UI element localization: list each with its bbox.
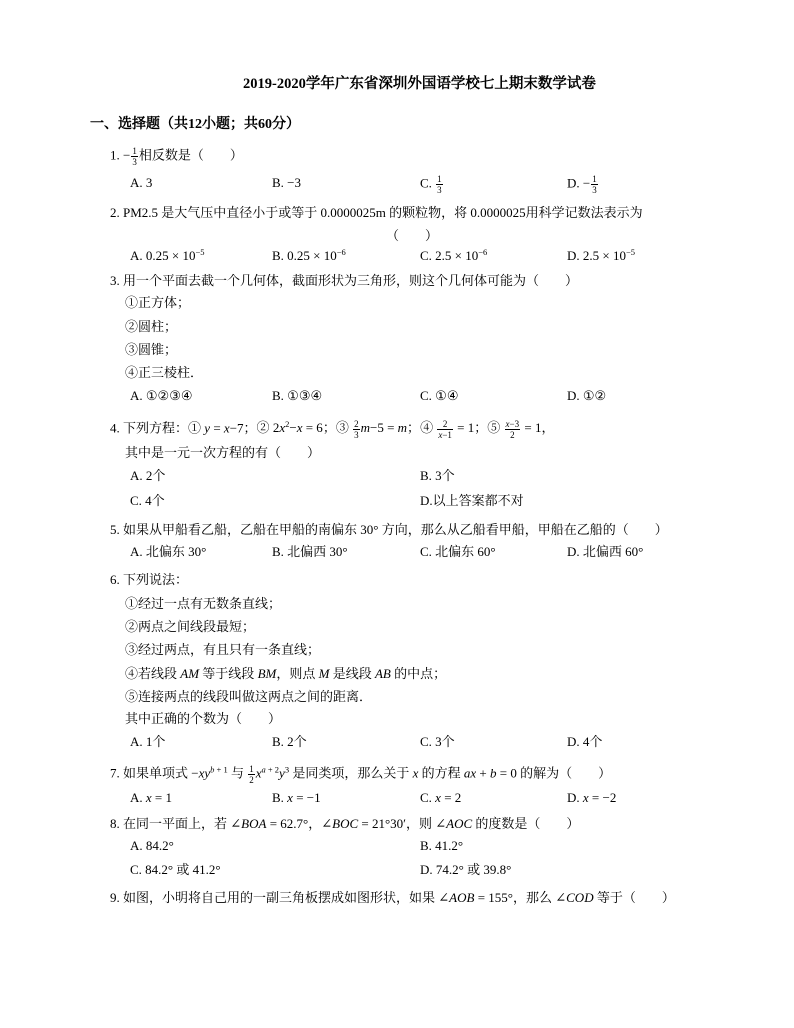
section-heading: 一、选择题（共12小题；共60分） <box>90 117 300 132</box>
question-number: 5. <box>110 522 120 537</box>
question-2-option-a <box>130 248 205 264</box>
math-variable: AM <box>180 666 200 681</box>
equation-3 <box>335 419 421 440</box>
equation-1 <box>188 420 257 435</box>
fraction-numerator: 2 <box>437 419 453 430</box>
fraction-denominator <box>437 430 453 440</box>
angle-symbol: ∠ <box>321 816 333 831</box>
question-5-option-b <box>272 544 348 560</box>
math-variable: x <box>582 790 589 805</box>
circled-number: ③ <box>335 420 349 436</box>
question-number: 1. <box>110 147 120 163</box>
question-6-option-c <box>420 734 455 750</box>
question-3 <box>110 273 578 289</box>
math-variable: M <box>318 666 330 681</box>
question-5-option-c <box>420 544 496 560</box>
option-label: B. <box>272 734 284 749</box>
question-text: 在同一平面上，若 <box>123 816 231 831</box>
question-4-option-c <box>130 493 165 509</box>
question-1-option-b <box>272 175 301 191</box>
list-item <box>125 666 446 682</box>
question-2-option-d <box>567 248 635 264</box>
math-variable: x <box>287 790 293 805</box>
math-variable: a <box>261 764 266 775</box>
list-item: ②两点之间线段最短； <box>125 619 256 634</box>
option-value: = −1 <box>292 790 321 805</box>
option-value: 2个 <box>287 734 307 749</box>
question-text: 用一个平面去截一个几何体，截面形状为三角形，则这个几何体可能为（ ） <box>123 273 579 288</box>
math-text: + 1 <box>214 764 228 775</box>
angle-symbol: ∠ <box>435 816 447 831</box>
math-variable: ax <box>463 765 477 781</box>
option-label: C. <box>420 790 432 805</box>
separator: ； <box>474 420 488 436</box>
question-text: 下列说法： <box>123 572 189 587</box>
fraction-numerator: 1 <box>132 146 137 156</box>
question-6 <box>110 572 188 588</box>
option-value: = −2 <box>588 790 617 805</box>
math-variable: x <box>438 430 443 440</box>
question-6-option-d <box>567 734 602 750</box>
math-text: 2 <box>272 420 280 436</box>
question-number: 9. <box>110 890 120 905</box>
separator: ； <box>243 420 257 436</box>
option-label: D. <box>420 862 433 877</box>
exponent: −6 <box>478 247 488 257</box>
question-number: 2. <box>110 205 120 220</box>
option-label: C. <box>420 544 432 559</box>
question-1-option-d <box>567 174 599 195</box>
angle-symbol: ∠ <box>555 890 567 905</box>
list-item: ②圆柱； <box>125 319 178 334</box>
question-5 <box>110 522 668 538</box>
question-number: 8. <box>110 816 120 831</box>
option-value: 3个 <box>435 468 455 483</box>
option-label: D. <box>567 734 580 749</box>
question-number: 3. <box>110 273 120 288</box>
exponent: 2 <box>285 419 290 430</box>
option-value: 0.25 × 10 <box>145 248 196 263</box>
math-variable: x <box>505 419 510 429</box>
exponent: −5 <box>195 247 205 257</box>
question-text: 如果从甲船看乙船，乙船在甲船的南偏东 30° 方向，那么从乙船看甲船，甲船在乙船的（ ） <box>123 522 668 537</box>
question-6-option-a <box>130 734 165 750</box>
circled-number: ④ <box>420 420 434 436</box>
option-value: = 2 <box>440 790 462 805</box>
math-variable: BOC <box>332 816 359 831</box>
question-number: 6. <box>110 572 120 587</box>
question-8-option-d <box>420 862 511 878</box>
question-4 <box>110 419 554 440</box>
question-7-option-b <box>272 790 321 806</box>
fraction <box>591 174 598 195</box>
option-label: A. <box>130 790 143 805</box>
fraction <box>131 146 138 167</box>
math-variable: x <box>296 420 303 436</box>
math-variable: y <box>279 765 285 781</box>
fraction-numerator: 2 <box>354 419 359 429</box>
list-item: ①经过一点有无数条直线； <box>125 596 282 611</box>
question-text: PM2.5 是大气压中直径小于或等于 0.0000025m 的颗粒物，将 0.0000025用科学记数法表示为 <box>123 205 643 220</box>
option-value: 北偏西 30° <box>287 544 348 559</box>
option-label: B. <box>272 388 284 403</box>
fraction-denominator: 2 <box>249 775 254 785</box>
question-text: 与 <box>227 765 248 781</box>
math-variable: y <box>204 420 211 436</box>
option-value: 以上答案都不对 <box>432 493 524 508</box>
option-value: 0.25 × 10 <box>287 248 337 263</box>
fraction <box>437 419 453 440</box>
fraction <box>353 419 360 440</box>
exponent: 3 <box>284 764 290 775</box>
option-label: A. <box>130 838 143 853</box>
option-value: 74.2° 或 39.8° <box>435 862 512 877</box>
option-label: C. <box>420 388 432 403</box>
option-value: 84.2° <box>145 838 174 853</box>
exponent <box>210 764 228 774</box>
question-4-option-d <box>420 493 524 509</box>
fraction-numerator: 1 <box>249 764 254 774</box>
question-text: 相反数是（ ） <box>138 147 243 163</box>
circled-number: ② <box>256 420 270 436</box>
math-variable: AOB <box>449 890 475 905</box>
list-item: ⑤连接两点的线段叫做这两点之间的距离． <box>125 689 373 704</box>
option-value: 2.5 × 10 <box>435 248 479 263</box>
list-item: ③经过两点，有且只有一条直线； <box>125 642 321 657</box>
fraction <box>436 174 443 195</box>
math-variable: x <box>223 420 230 436</box>
question-number: 7. <box>110 765 120 781</box>
math-variable: BOA <box>241 816 267 831</box>
item-text: 等于线段 <box>199 666 258 681</box>
question-6-option-b <box>272 734 307 750</box>
math-text: = 0 <box>496 765 517 781</box>
fraction <box>248 764 255 785</box>
question-7-option-d <box>567 790 616 806</box>
question-2-option-c <box>420 248 487 264</box>
option-value: ①②③④ <box>145 388 193 403</box>
math-text: = 6 <box>302 420 323 436</box>
option-label: A. <box>130 388 143 403</box>
answer-blank: （ ） <box>386 228 439 243</box>
option-label: C. <box>130 493 142 508</box>
question-text: 的解为（ ） <box>516 765 612 781</box>
math-variable: b <box>210 764 215 775</box>
question-4-option-b <box>420 468 455 484</box>
separator: ； <box>407 420 421 436</box>
question-2 <box>110 205 643 221</box>
question-1 <box>110 146 243 167</box>
math-text: = <box>210 420 224 436</box>
option-label: D. <box>567 175 580 191</box>
equation-2 <box>257 420 336 435</box>
option-label: C. <box>130 862 142 877</box>
question-1-option-a <box>130 175 152 191</box>
option-value: 北偏东 60° <box>435 544 496 559</box>
question-3-option-b <box>272 388 322 404</box>
math-text: −1 <box>442 430 452 440</box>
option-label: A. <box>130 468 143 483</box>
math-text: + 2 <box>265 764 280 775</box>
question-4-option-a <box>130 468 165 484</box>
fraction-numerator: 1 <box>437 174 442 184</box>
math-variable: x <box>412 765 419 781</box>
question-2-option-b <box>272 248 346 264</box>
option-label: A. <box>130 734 143 749</box>
option-label: A. <box>130 175 143 190</box>
exponent: −6 <box>336 247 346 257</box>
math-text: = 21°30′，则 <box>358 816 436 831</box>
option-label: A. <box>130 248 143 263</box>
option-label: C. <box>420 175 432 191</box>
math-variable: AB <box>374 666 391 681</box>
option-value: 2个 <box>145 468 166 483</box>
math-variable: BM <box>257 666 277 681</box>
fraction-numerator <box>505 419 521 430</box>
question-5-option-a <box>130 544 206 560</box>
option-label: D. <box>420 493 433 508</box>
minus-sign: − <box>582 175 591 191</box>
question-text: 等于（ ） <box>593 890 675 905</box>
option-label: B. <box>420 838 432 853</box>
option-label: B. <box>272 248 284 263</box>
question-7 <box>110 764 611 785</box>
fraction-denominator: 3 <box>592 185 597 195</box>
option-label: D. <box>567 790 580 805</box>
question-1-option-c <box>420 174 444 195</box>
option-label: D. <box>567 388 580 403</box>
question-4-prompt: 其中是一元一次方程的有（ ） <box>125 445 321 460</box>
angle-symbol: ∠ <box>230 816 242 831</box>
math-text: −5 = <box>369 420 398 436</box>
question-3-option-d <box>567 388 606 404</box>
question-8-option-c <box>130 862 221 878</box>
question-text: 是同类项，那么关于 <box>289 765 413 781</box>
question-3-option-a <box>130 388 193 404</box>
option-label: B. <box>272 544 284 559</box>
exponent: −5 <box>625 247 636 257</box>
angle-symbol: ∠ <box>438 890 450 905</box>
math-variable: x <box>255 765 262 781</box>
math-variable: m <box>360 420 370 436</box>
question-7-option-a <box>130 790 172 806</box>
item-text: 是线段 <box>329 666 375 681</box>
math-text: = 155°，那么 <box>474 890 556 905</box>
math-variable: x <box>435 790 441 805</box>
list-item: ④正三棱柱． <box>125 365 204 380</box>
math-text: = 1 <box>453 420 475 436</box>
option-value: ①② <box>582 388 607 403</box>
math-text: −3 <box>509 419 520 429</box>
option-label: C. <box>420 248 432 263</box>
math-variable: x <box>145 790 152 805</box>
question-text: 如果单项式 <box>123 765 192 781</box>
option-label: D. <box>567 544 580 559</box>
minus-sign: − <box>191 765 199 781</box>
separator: ； <box>322 420 336 436</box>
math-text: −7 <box>229 420 244 436</box>
item-text: ，则点 <box>276 666 319 681</box>
option-value: −3 <box>287 175 302 190</box>
math-variable: AOC <box>446 816 473 831</box>
math-text: + <box>476 765 491 781</box>
circled-number: ① <box>188 420 202 436</box>
option-label: B. <box>420 468 432 483</box>
math-text: = 1 <box>521 420 542 436</box>
question-text: 的方程 <box>418 765 464 781</box>
question-8 <box>110 816 579 832</box>
option-label: B. <box>272 790 284 805</box>
question-3-option-c <box>420 388 458 404</box>
item-text: 的中点； <box>390 666 447 681</box>
exponent <box>262 764 280 774</box>
fraction-denominator: 3 <box>132 157 137 167</box>
minus-sign: − <box>123 147 131 163</box>
option-value: 4个 <box>582 734 603 749</box>
item-text: ④若线段 <box>125 666 181 681</box>
option-value: 2.5 × 10 <box>582 248 626 263</box>
equation-5 <box>487 419 555 440</box>
math-variable: COD <box>566 890 594 905</box>
option-value: ①③④ <box>287 388 323 403</box>
question-8-option-b <box>420 838 463 854</box>
option-value: 北偏东 30° <box>145 544 207 559</box>
question-text: 如图，小明将自己用的一副三角板摆成如图形状，如果 <box>123 890 439 905</box>
list-item: ①正方体； <box>125 295 191 310</box>
option-value: 3个 <box>435 734 455 749</box>
list-item: ③圆锥； <box>125 342 178 357</box>
option-label: C. <box>420 734 432 749</box>
option-value: 84.2° 或 41.2° <box>145 862 221 877</box>
math-variable: b <box>490 765 497 781</box>
equation-4 <box>420 419 488 440</box>
fraction-denominator: 2 <box>510 430 515 440</box>
fraction <box>505 419 521 440</box>
math-variable: xy <box>198 765 211 781</box>
separator: ， <box>541 420 555 436</box>
circled-number: ⑤ <box>487 420 501 436</box>
math-text: = 62.7°， <box>266 816 322 831</box>
option-value: 41.2° <box>435 838 464 853</box>
option-value: 北偏西 60° <box>582 544 644 559</box>
fraction-denominator: 3 <box>354 430 359 440</box>
option-label: A. <box>130 544 143 559</box>
question-6-prompt: 其中正确的个数为（ ） <box>125 711 282 726</box>
option-value: ①④ <box>435 388 459 403</box>
question-8-option-a <box>130 838 174 854</box>
option-value: 1个 <box>145 734 166 749</box>
math-variable: m <box>397 420 408 436</box>
question-7-option-c <box>420 790 461 806</box>
option-value: 4个 <box>145 493 165 508</box>
exam-title: 2019-2020学年广东省深圳外国语学校七上期末数学试卷 <box>243 76 596 92</box>
question-number: 4. <box>110 420 120 436</box>
option-label: B. <box>272 175 284 190</box>
option-value: 3 <box>145 175 153 190</box>
math-variable: x <box>279 420 286 436</box>
fraction-denominator: 3 <box>437 185 442 195</box>
question-9 <box>110 890 675 906</box>
question-text: 的度数是（ ） <box>472 816 580 831</box>
option-value: = 1 <box>151 790 173 805</box>
question-5-option-d <box>567 544 643 560</box>
option-label: D. <box>567 248 580 263</box>
fraction-numerator: 1 <box>592 174 597 184</box>
question-text: 下列方程： <box>123 420 189 436</box>
math-text: − <box>289 420 297 436</box>
